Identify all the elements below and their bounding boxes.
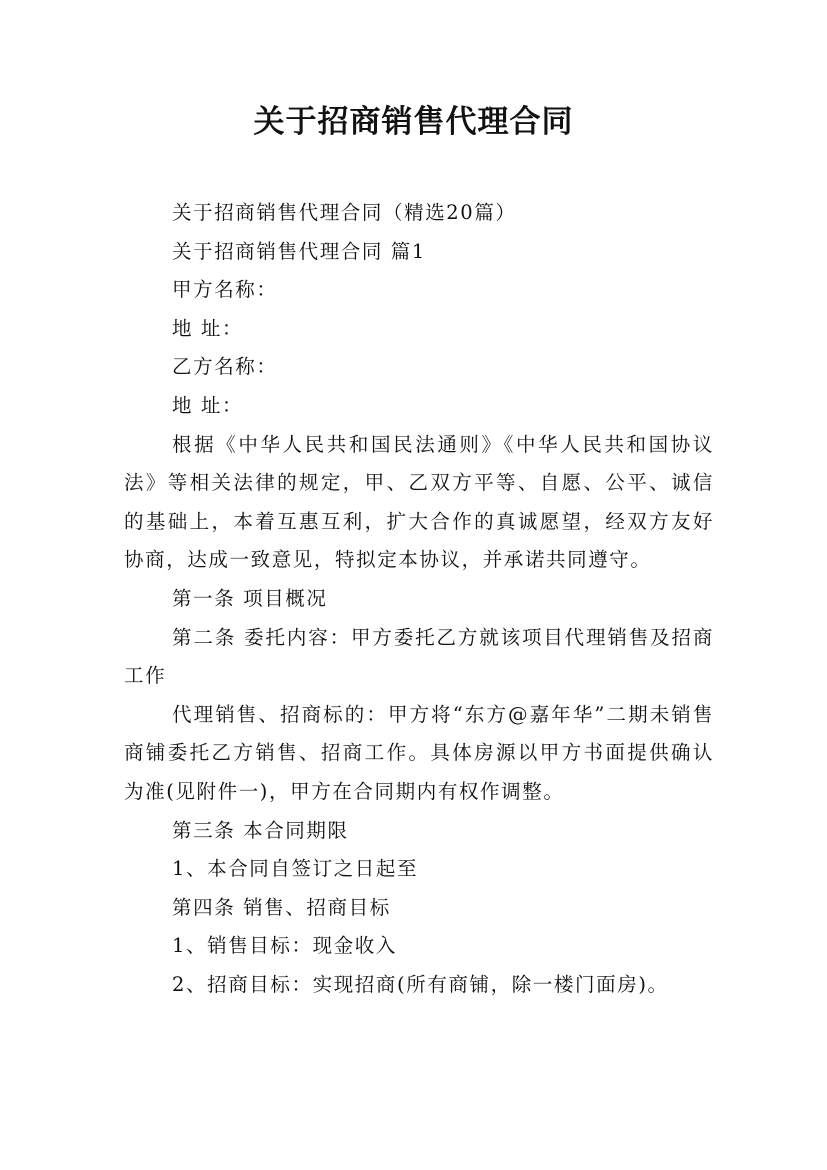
- paragraph-article-4: 第四条 销售、招商目标: [172, 895, 391, 919]
- paragraph-agency-target: 代理销售、招商标的：甲方将“东方@嘉年华”二期未销售商铺委托乙方销售、招商工作。具体房源以甲方书面提供确认为准(见附件一)，甲方在合同期内有权作调整。: [124, 702, 714, 803]
- paragraph-party-b-address: 地 址：: [172, 393, 244, 417]
- document-body: [124, 194, 714, 1004]
- paragraph-preamble: 根据《中华人民共和国民法通则》《中华人民共和国协议法》等相关法律的规定，甲、乙双方平等、自愿、公平、诚信的基础上，本着互惠互利，扩大合作的真诚愿望，经双方友好协商，达成一致意见，特拟定本协议，并承诺共同遵守。: [124, 432, 714, 572]
- paragraph-leasing-target: 2、招商目标：实现招商(所有商铺，除一楼门面房)。: [172, 972, 669, 996]
- paragraph-subtitle: 关于招商销售代理合同（精选20篇）: [172, 201, 517, 224]
- paragraph-party-b-name: 乙方名称：: [172, 355, 278, 379]
- paragraph-sales-target: 1、销售目标：现金收入: [172, 934, 398, 958]
- paragraph-article-1: 第一条 项目概况: [172, 586, 328, 610]
- paragraph-article-3: 第三条 本合同期限: [172, 818, 349, 842]
- paragraph-term: 1、本合同自签订之日起至: [172, 857, 419, 881]
- paragraph-article-2: 第二条 委托内容：甲方委托乙方就该项目代理销售及招商工作: [124, 625, 714, 688]
- document-title: 关于招商销售代理合同: [253, 104, 574, 140]
- paragraph-party-a-name: 甲方名称：: [172, 278, 278, 302]
- paragraph-section-heading: 关于招商销售代理合同 篇1: [172, 239, 426, 263]
- paragraph-party-a-address: 地 址：: [172, 316, 244, 340]
